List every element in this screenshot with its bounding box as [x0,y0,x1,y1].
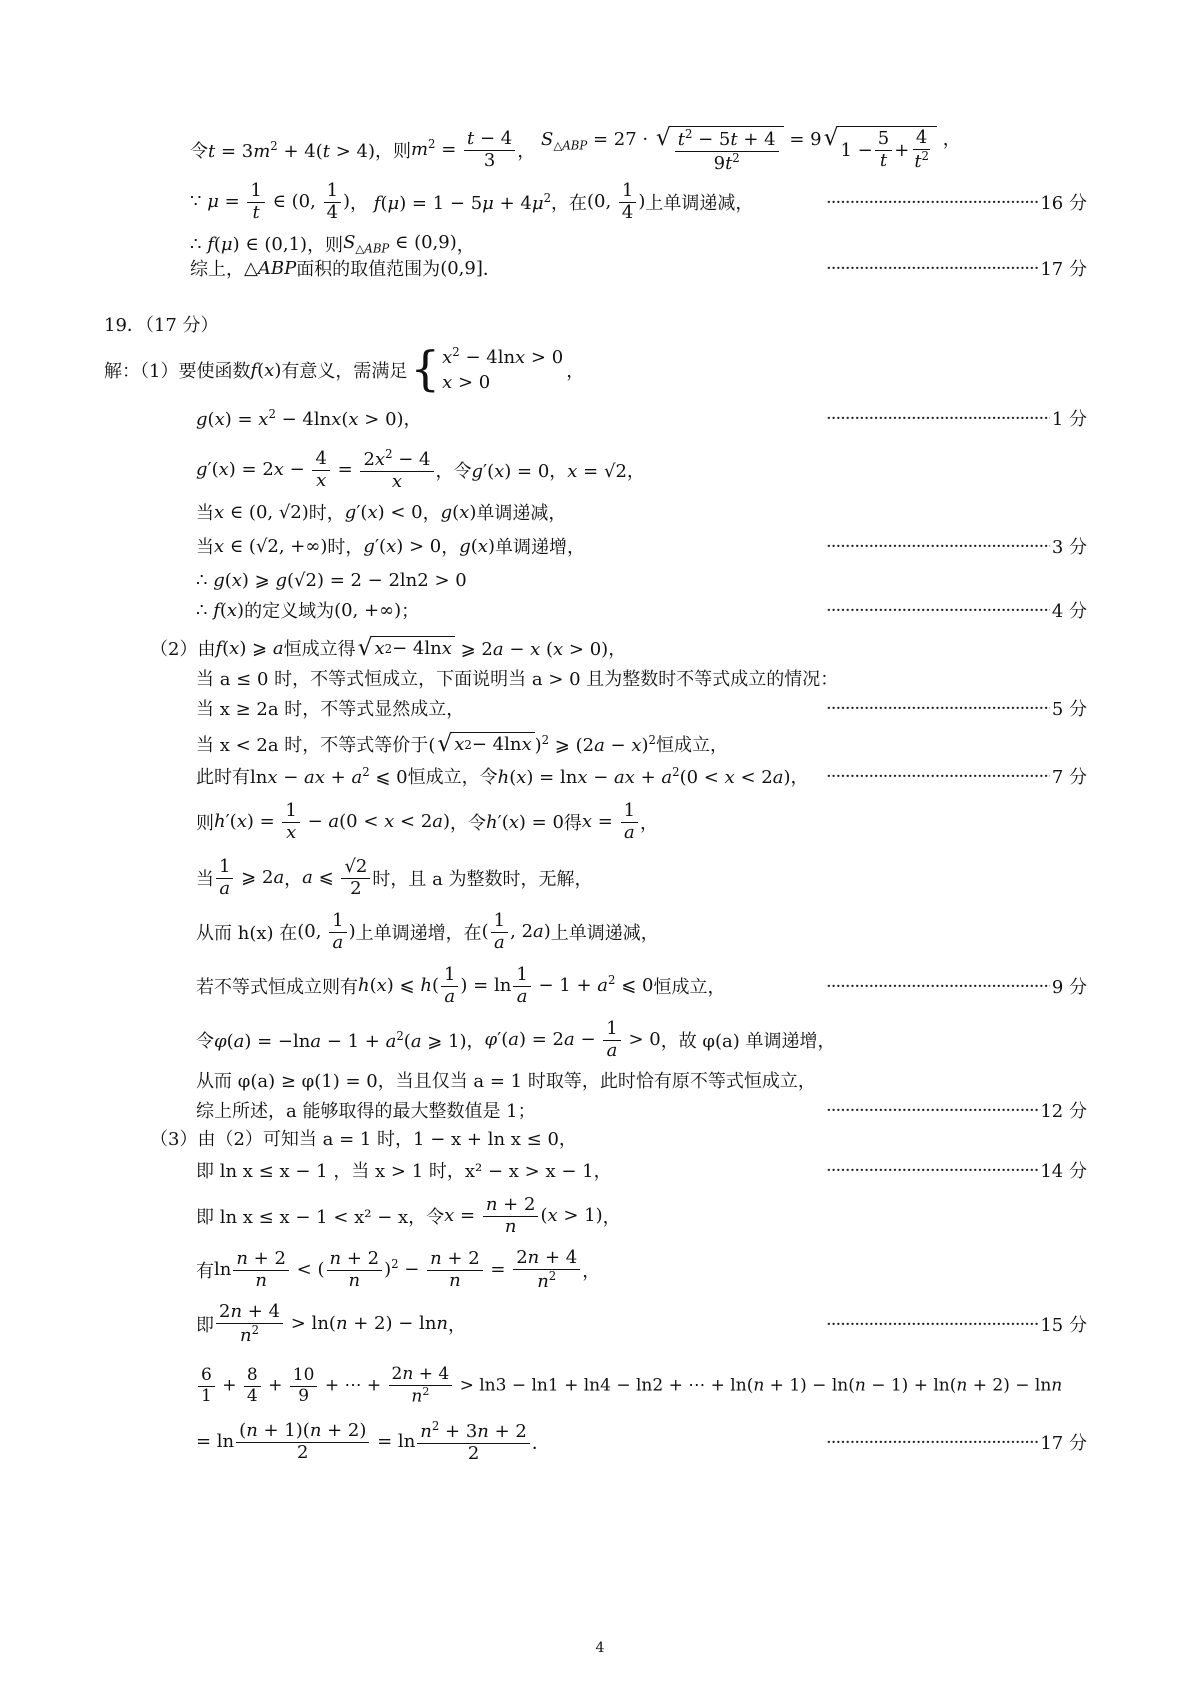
text: 恒成立， [653,977,726,998]
text: 当 [196,537,214,558]
score-marker [826,763,1087,789]
text: ，在 [551,193,587,214]
math-text [196,911,659,953]
formula: h′(x) = 0 [486,811,564,833]
question-number: 19．（17 分） [104,315,219,336]
leader-dots [826,1160,1038,1181]
math-text [190,255,501,281]
score-label: 7 分 [1051,767,1087,788]
formula: h(x) ⩽ h( $\frac{1}{a}$ ) = ln $\frac{1}{a}$ − $1 + a^2$ ⩽ 0 [358,963,654,1007]
score-marker [826,255,1087,281]
leader-dots [826,258,1038,279]
text: 即 ln x ≤ x − 1 < x² − x，令 [196,1207,445,1228]
text: 令 [190,141,208,162]
line-part3-sum [0,1356,1200,1416]
formula: g(x) [440,501,477,523]
formula: $S_{\triangle ABP} = 27$ · √ $\frac{t^2 - 5t + 4}{9t^2}$ = 9 √ 1 − $\frac{5}{t}$ + $\frac{4}{t^2}$ ， [540,123,961,174]
text: 恒成立， [655,735,728,756]
text: ， [566,361,585,382]
formula: $g(x) = x^2 - 4\ln x(x > 0)$ [196,406,404,430]
text: ． [482,259,501,280]
line-part3-ineq [0,1240,1200,1300]
text: 有意义，需满足 [281,361,408,382]
score-label: 14 分 [1040,1161,1087,1182]
text: ，令 [450,813,487,834]
text: 若不等式恒成立则有 [196,977,358,998]
line-part3-term [0,1294,1200,1354]
line-g-def [0,388,1200,448]
score-marker [826,1429,1087,1455]
text: ，令 [435,461,472,482]
line-part2-hmax [0,956,1200,1016]
text: ，故 φ(a) 单调递增， [660,1031,836,1052]
score-marker [826,1311,1087,1337]
text: ， [582,1261,601,1282]
math-text [196,763,809,789]
formula: x ∈ (√2, +∞) [214,535,328,557]
formula: x = $\frac{n + 2}{n}$ (x > 1) [444,1193,603,1237]
text: 时， [327,537,364,558]
score-marker [826,189,1087,215]
formula: x = $\frac{1}{a}$ [582,801,640,843]
line-part2-monotonic [0,902,1200,962]
text: 上单调递减， [550,923,659,944]
text: 当 [196,503,214,524]
text: ， [640,813,659,834]
text: ， [422,503,441,524]
math-text [196,1420,550,1464]
formula: f(x) [250,359,282,381]
math-text [196,965,725,1007]
formula: φ′(a) = 2a − $\frac{1}{a}$ > 0 [484,1017,661,1061]
text: 令 [196,1031,214,1052]
formula: (0,9] [440,257,483,279]
text: 从而 h(x) 在 [196,923,298,944]
leader-dots [826,1314,1038,1335]
formula: △ABP [244,257,297,279]
formula: (0, $\frac{1}{a}$ ) [297,909,356,953]
text: 从而 φ(a) ≥ φ(1) = 0，当且仅当 a = 1 时取等，此时恰有原不等式恒成立， [196,1071,816,1092]
math-text [196,857,593,899]
text: ， [517,141,536,162]
text: （2）由 [150,639,216,660]
text: 即 ln x ≤ x − 1 ，当 x > 1 时，x² − x > x − 1， [196,1161,612,1182]
formula: g′(x) < 0 [344,501,423,523]
text: ， [441,537,460,558]
text: 即 [196,1315,214,1336]
text: 得 [563,813,582,834]
text: 恒成立得 [283,639,356,660]
text: 上单调递减， [645,193,754,214]
math-text [196,1248,600,1292]
text: 单调递增， [494,537,585,558]
text: ， [456,235,475,256]
formula: (0, +∞) [334,599,402,621]
score-label: 17 分 [1040,1433,1087,1454]
score-marker [826,1157,1087,1183]
text: 时，且 a 为整数时，无解， [372,869,593,890]
formula: ∴ f(x) [196,599,245,621]
text: 有 [196,1261,214,1282]
text: ， [790,767,809,788]
leader-dots [826,408,1050,429]
text: 面积的取值范围为 [296,259,441,280]
math-text [190,125,961,174]
line-part2-h-derivative [0,792,1200,852]
text: 综上所述，a 能够取得的最大整数值是 1； [196,1101,536,1122]
text: 上单调递增，在 [355,923,482,944]
text: 单调递减， [476,503,567,524]
text: ，则 [374,141,411,162]
leader-dots [826,766,1050,787]
text: 时， [308,503,345,524]
line-part3-result [0,1412,1200,1472]
text: ． [531,1433,550,1454]
math-text [196,801,658,843]
text: 当 [196,869,214,890]
text: ， [448,1315,466,1336]
line-t-substitution [0,120,1200,180]
formula: (0, $\frac{1}{4}$ ) [587,179,646,223]
formula: f(x) ⩾ a [215,637,284,659]
text: ， [466,1031,485,1052]
leader-dots [826,976,1050,997]
text: ， [350,193,369,214]
score-label: 4 分 [1051,601,1087,622]
text: 当 x ≥ 2a 时，不等式显然成立， [196,699,465,720]
score-label: 3 分 [1051,537,1087,558]
score-label: 16 分 [1040,193,1087,214]
score-label: 9 分 [1051,977,1087,998]
formula: $\frac{6}{1}$ + $\frac{8}{4}$ + $\frac{10}{9}$ + ⋯ + $\frac{2n + 4}{n^2}$ > ln3 − ln1 + ln4 − ln2 + ⋯ + ln(n + 1) − ln(n − 1) + ln(n + 2) − lnn [196,1365,1062,1407]
score-label: 15 分 [1040,1315,1087,1336]
formula: h′(x) = $\frac{1}{x}$ − a(0 < x < 2a) [214,799,451,843]
formula: ∴ g(x) ⩾ g(√2) = 2 − 2ln2 > 0 [196,569,467,591]
formula: x ∈ (0, √2) [214,501,309,523]
formula: h(x) = lnx − ax + $a^2(0 < x < 2a)$ [497,764,791,788]
math-text [196,1302,466,1346]
text: 恒成立，令 [407,767,498,788]
text: ， [626,461,645,482]
score-label: 5 分 [1051,699,1087,720]
line-conclusion-18 [0,238,1200,298]
leader-dots [826,1432,1038,1453]
formula: lnx − ax + $a^2$ ⩽ 0 [250,764,408,788]
math-text [196,405,422,431]
formula: g(x) [459,535,495,557]
text: 此时有 [196,767,250,788]
text: ， [602,1207,621,1228]
score-label: 17 分 [1040,259,1087,280]
formula: $f(\mu) = 1 - 5\mu + 4\mu^2$ [373,190,551,214]
formula: g′(x) = 0，x = √2 [471,461,627,482]
formula: ( √ x 2 − 4ln x )$^2$ ⩾ $(2a - x)^2$ [428,729,656,757]
formula: g′(x) > 0 [363,535,442,557]
text: 则 [196,813,214,834]
formula: ( $\frac{1}{a}$ , 2a) [481,909,551,953]
line-part3-substitution [0,1186,1200,1246]
formula: ∴ f(μ) ∈ (0,1) [190,233,308,255]
page-number: 4 [595,1640,605,1656]
formula: a ⩽ $\frac{√2}{2}$ [302,857,372,899]
text: （3）由（2）可知当 a = 1 时，1 − x + ln x ≤ 0， [150,1129,577,1150]
formula: ∵ μ = $\frac{1}{t}$ ∈ (0, $\frac{1}{4}$ ) [190,179,351,223]
text: ， [403,409,422,430]
score-marker [826,405,1087,431]
score-label: 1 分 [1051,409,1087,430]
text: 的定义域为 [244,601,335,622]
leader-dots [826,192,1038,213]
formula: $\varphi(a) = -\ln a - 1 + a^2(a$ ⩾ 1) [214,1028,467,1052]
formula: $\frac{1}{a}$ ⩾ 2a [214,857,284,899]
text: ，则 [307,235,344,256]
text: 当 a ≤ 0 时，不等式恒成立，下面说明当 a > 0 且为整数时不等式成立的情况： [196,669,839,690]
text: ； [401,601,420,622]
math-text [196,1195,621,1237]
formula: √ x 2 − 4ln x ⩾ 2a − x (x > 0)， [357,633,627,661]
formula: $S_{\triangle ABP}$ ∈ (0,9) [343,232,457,256]
text: ， [284,869,303,890]
formula: $m^2$ = $\frac{t - 4}{3}$ [411,129,517,171]
text: 解：（1）要使函数 [104,361,251,382]
formula: $\frac{2n + 4}{n^2}$ > ln(n + 2) − lnn [214,1302,448,1346]
score-label: 12 分 [1040,1101,1087,1122]
text: 当 x < 2a 时，不等式等价于 [196,735,429,756]
formula: ln $\frac{n + 2}{n}$ < ( $\frac{n + 2}{n}$ )$^2$ − $\frac{n + 2}{n}$ = $\frac{2n + 4}{n^2}$ [214,1248,582,1292]
formula: = ln $\frac{(n + 1)(n + 2)}{2}$ = ln $\frac{n^2 + 3n + 2}{2}$ [196,1420,532,1464]
score-marker [826,973,1087,999]
inequality-system: { $x^2 - 4\ln x > 0$ x > 0 [410,342,564,397]
formula: $t = 3m^2 + 4(t > 4)$ [208,138,375,162]
formula: g′(x) = 2x − $\frac{4}{x}$ = $\frac{2x^2 - 4}{x}$ [196,448,436,492]
line-part2-no-solution [0,848,1200,908]
text: 综上， [190,259,244,280]
